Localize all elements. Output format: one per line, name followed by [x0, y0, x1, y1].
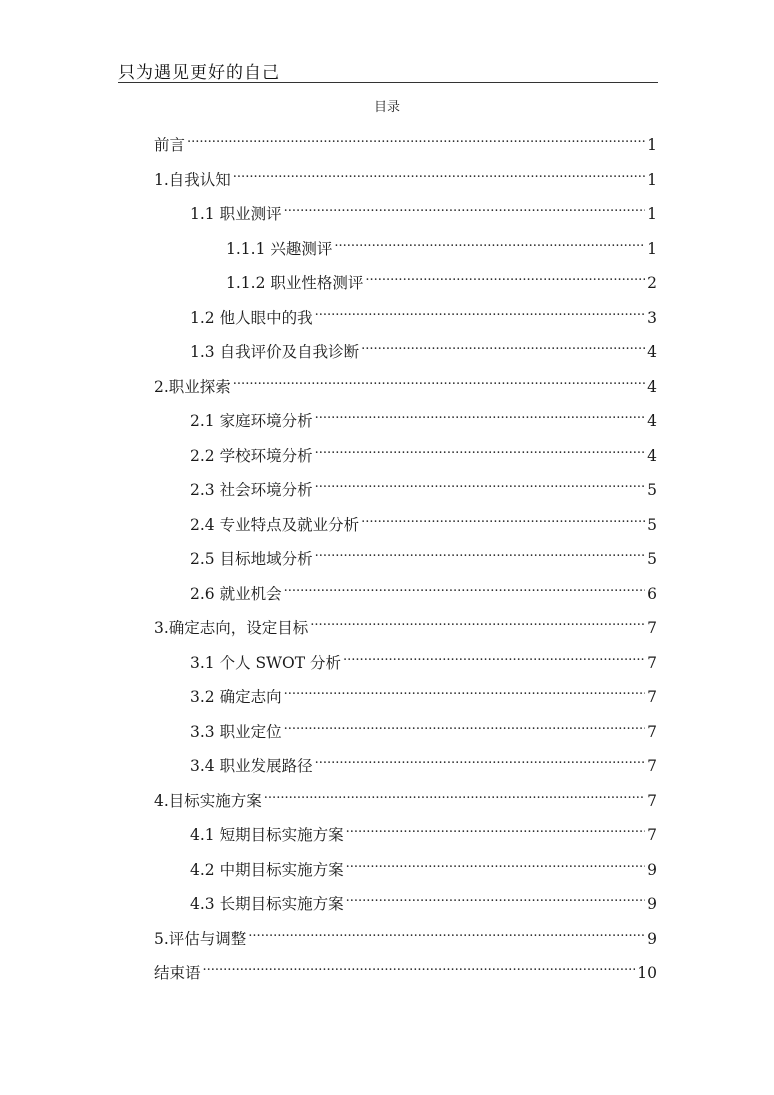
toc-dot-leader: [315, 540, 646, 564]
toc-dot-leader: [346, 851, 646, 875]
toc-entry-page: 9: [647, 860, 657, 879]
toc-dot-leader: [284, 575, 646, 599]
toc-entry[interactable]: [154, 920, 657, 948]
toc-entry[interactable]: [190, 575, 657, 603]
toc-dot-leader: [315, 437, 646, 461]
toc-dot-leader: [361, 506, 645, 530]
toc-dot-leader: [315, 402, 646, 426]
toc-dot-leader: [315, 471, 646, 495]
toc-entry-label: 5.评估与调整: [154, 929, 247, 948]
toc-entry-label: 2.职业探索: [154, 377, 231, 396]
toc-entry-page: 4: [647, 377, 657, 396]
toc-entry-label: 2.6 就业机会: [190, 584, 282, 603]
toc-entry-page: 4: [647, 343, 657, 361]
toc-dot-leader: [187, 126, 645, 150]
toc-entry[interactable]: [190, 299, 657, 327]
toc-entry-label: 3.2 确定志向: [190, 688, 282, 706]
toc-dot-leader: [365, 264, 645, 288]
toc-entry-label: 2.5 目标地域分析: [190, 550, 313, 568]
toc-entry-label: 2.3 社会环境分析: [190, 481, 313, 499]
toc-dot-leader: [315, 299, 646, 323]
toc-entry-page: 6: [647, 584, 657, 603]
toc-entry[interactable]: [190, 644, 657, 672]
toc-entry-page: 5: [647, 515, 657, 534]
toc-dot-leader: [315, 747, 646, 771]
toc-entry[interactable]: [190, 333, 657, 361]
toc-entry-page: 1: [647, 136, 657, 154]
toc-dot-leader: [264, 782, 645, 806]
toc-entry-label: 前言: [154, 136, 186, 154]
toc-entry-label: 1.1.2 职业性格测评: [226, 274, 364, 292]
toc-entry[interactable]: [190, 540, 657, 568]
toc-entry-page: 9: [647, 929, 657, 948]
toc-entry-page: 10: [637, 964, 657, 982]
toc-entry-page: 7: [647, 826, 657, 844]
toc-entry-label: 3.3 职业定位: [190, 722, 282, 741]
toc-entry-page: 5: [647, 481, 657, 499]
header-title: 只为遇见更好的自己: [118, 63, 280, 83]
toc-dot-leader: [346, 816, 646, 840]
toc-entry[interactable]: [154, 954, 657, 982]
toc-entry[interactable]: [190, 885, 657, 913]
toc-entry-label: 1.2 他人眼中的我: [190, 308, 313, 327]
toc-entry-label: 4.目标实施方案: [154, 791, 262, 810]
toc-entry[interactable]: [190, 747, 657, 775]
toc-entry-page: 4: [647, 412, 657, 430]
toc-entry-page: 3: [647, 308, 657, 327]
toc-entry-label: 1.1 职业测评: [190, 205, 282, 223]
toc-entry-label: 1.自我认知: [154, 170, 231, 189]
toc-dot-leader: [343, 644, 645, 668]
toc-entry-page: 1: [647, 239, 657, 258]
toc-dot-leader: [361, 333, 645, 357]
toc-entry[interactable]: [190, 402, 657, 430]
toc-entry[interactable]: [190, 678, 657, 706]
page-header: [118, 58, 658, 83]
toc-dot-leader: [203, 954, 636, 978]
toc-entry[interactable]: [190, 437, 657, 465]
toc-entry-page: 9: [647, 895, 657, 913]
toc-entry-page: 2: [647, 274, 657, 292]
toc-entry[interactable]: [226, 230, 657, 258]
toc-entry-label: 3.4 职业发展路径: [190, 757, 313, 775]
toc-entry-page: 4: [647, 446, 657, 465]
toc-entry-page: 7: [647, 653, 657, 672]
toc-entry-page: 1: [647, 170, 657, 189]
toc-entry-label: 4.2 中期目标实施方案: [190, 860, 344, 879]
toc-entry-label: 1.1.1 兴趣测评: [226, 239, 333, 258]
toc-dot-leader: [284, 713, 646, 737]
toc-entry-label: 1.3 自我评价及自我诊断: [190, 343, 360, 361]
toc-dot-leader: [233, 368, 645, 392]
toc-dot-leader: [346, 885, 646, 909]
toc-entry-label: 4.3 长期目标实施方案: [190, 895, 344, 913]
toc-entry-label: 3.确定志向，设定目标: [154, 619, 309, 637]
toc-entry-page: 7: [647, 619, 657, 637]
toc-entry[interactable]: [154, 126, 657, 154]
toc-title: 目录: [373, 100, 400, 115]
toc-entry[interactable]: [190, 195, 657, 223]
toc-entry-page: 5: [647, 550, 657, 568]
toc-entry[interactable]: [190, 471, 657, 499]
toc-entry[interactable]: [226, 264, 657, 292]
toc-dot-leader: [248, 920, 645, 944]
toc-entry-label: 2.2 学校环境分析: [190, 446, 313, 465]
toc-entry-page: 1: [647, 205, 657, 223]
toc-entry[interactable]: [154, 609, 657, 637]
toc-entry[interactable]: [154, 368, 657, 396]
toc-dot-leader: [310, 609, 645, 633]
toc-entry[interactable]: [190, 506, 657, 534]
toc-entry-label: 2.1 家庭环境分析: [190, 412, 313, 430]
toc-entry[interactable]: [154, 161, 657, 189]
toc-dot-leader: [284, 678, 646, 702]
toc-dot-leader: [334, 230, 645, 254]
toc-entry[interactable]: [154, 782, 657, 810]
toc-entry[interactable]: [190, 851, 657, 879]
toc-entry[interactable]: [190, 713, 657, 741]
toc-entry-page: 7: [647, 791, 657, 810]
toc-entry-label: 4.1 短期目标实施方案: [190, 826, 344, 844]
toc-entry-page: 7: [647, 688, 657, 706]
toc-entry-label: 2.4 专业特点及就业分析: [190, 515, 360, 534]
toc-entry-page: 7: [647, 757, 657, 775]
toc-entry[interactable]: [190, 816, 657, 844]
toc-entry-label: 结束语: [154, 964, 201, 982]
toc-dot-leader: [233, 161, 645, 185]
toc-entry-page: 7: [647, 722, 657, 741]
toc-entry-label: 3.1 个人 SWOT 分析: [190, 653, 342, 672]
toc-dot-leader: [284, 195, 646, 219]
